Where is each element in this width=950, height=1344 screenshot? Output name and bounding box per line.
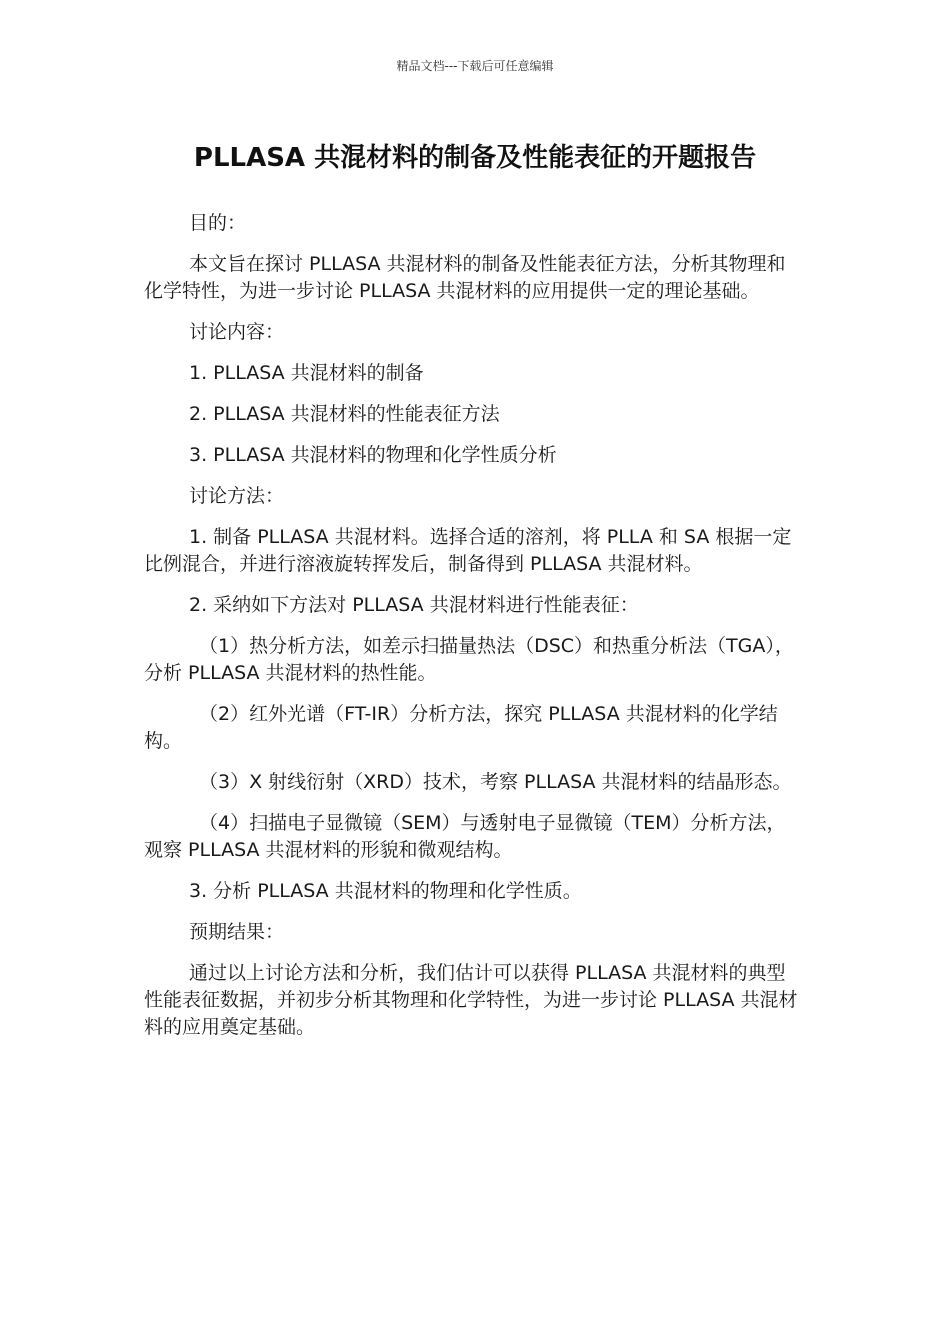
section-heading-content: 讨论内容： [189,321,285,343]
list-item-content-1: 1. PLLASA 共混材料的制备 [189,362,424,384]
section-heading-methods: 讨论方法： [189,485,285,507]
document-body [144,210,804,1055]
method-step-2: 2. 采纳如下方法对 PLLASA 共混材料进行性能表征： [189,594,639,616]
list-item-content-3: 3. PLLASA 共混材料的物理和化学性质分析 [189,444,557,466]
method-substep-2: （2）红外光谱（FT-IR）分析方法，探究 PLLASA 共混材料的化学结构。 [144,703,778,752]
method-substep-1: （1）热分析方法，如差示扫描量热法（DSC）和热重分析法（TGA），分析 PLLASA 共混材料的热性能。 [144,635,794,684]
paragraph-purpose: 本文旨在探讨 PLLASA 共混材料的制备及性能表征方法，分析其物理和化学特性，为进一步讨论 PLLASA 共混材料的应用提供一定的理论基础。 [144,253,786,302]
method-step-1: 1. 制备 PLLASA 共混材料。选择合适的溶剂，将 PLLA 和 SA 根据一定比例混合，并进行溶液旋转挥发后，制备得到 PLLASA 共混材料。 [144,526,792,575]
method-substep-3: （3）X 射线衍射（XRD）技术，考察 PLLASA 共混材料的结晶形态。 [199,771,792,793]
section-heading-expected-results: 预期结果： [189,921,285,943]
method-substep-4: （4）扫描电子显微镜（SEM）与透射电子显微镜（TEM）分析方法，观察 PLLASA 共混材料的形貌和微观结构。 [144,812,786,861]
list-item-content-2: 2. PLLASA 共混材料的性能表征方法 [189,403,500,425]
section-heading-purpose: 目的： [189,212,247,234]
paragraph-expected-results: 通过以上讨论方法和分析，我们估计可以获得 PLLASA 共混材料的典型性能表征数据，并初步分析其物理和化学特性，为进一步讨论 PLLASA 共混材料的应用奠定基础。 [144,962,798,1038]
method-step-3: 3. 分析 PLLASA 共混材料的物理和化学性质。 [189,880,582,902]
document-title: PLLASA 共混材料的制备及性能表征的开题报告 [193,143,757,173]
page-header-note: 精品文档---下载后可任意编辑 [396,59,554,73]
